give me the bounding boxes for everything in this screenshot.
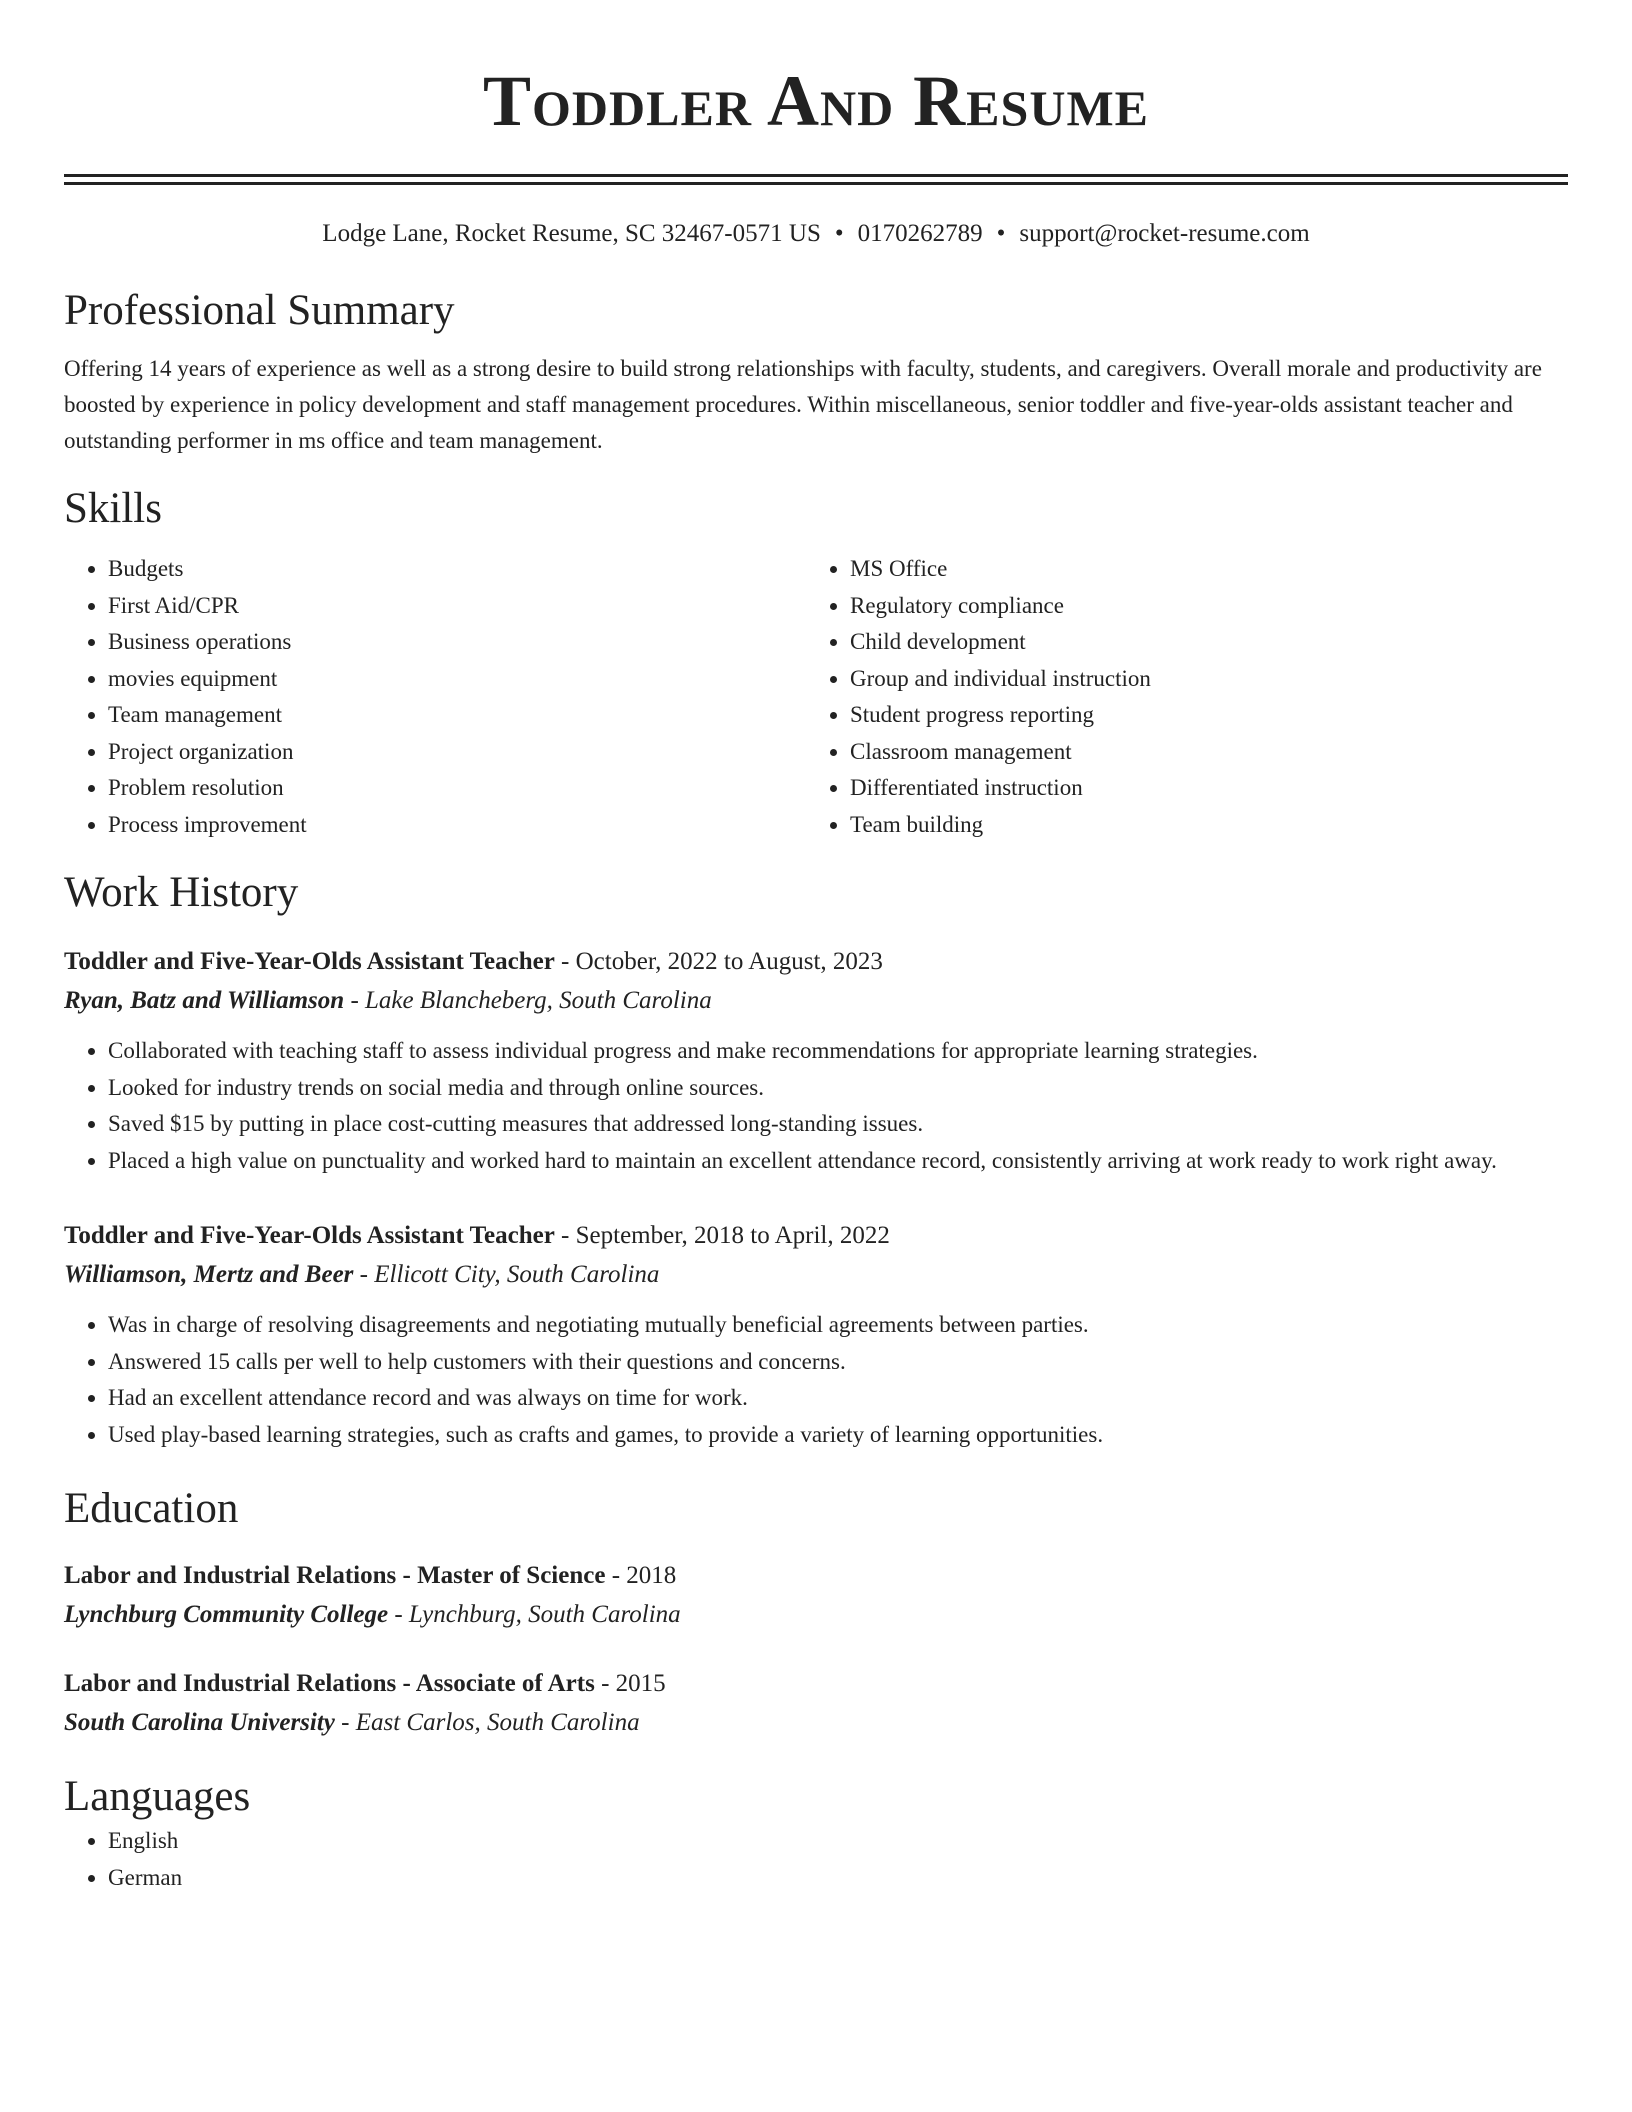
skill-item: • MS Office (850, 551, 1548, 588)
job-location: - Lake Blancheberg, South Carolina (344, 987, 712, 1014)
education-degree-line (64, 1557, 1568, 1595)
skills-list-left (64, 551, 806, 843)
education-entry (64, 1665, 1568, 1743)
skill-item: • Problem resolution (108, 770, 806, 807)
skills-column-left (64, 551, 806, 843)
education-school: Lynchburg Community College (64, 1601, 389, 1628)
education-year: - 2015 (594, 1670, 666, 1697)
job-duty: • Was in charge of resolving disagreements and negotiating mutually beneficial agreements between parties. (108, 1307, 1568, 1344)
job-dates: - September, 2018 to April, 2022 (554, 1222, 890, 1249)
skills-grid (64, 551, 1568, 843)
job-heading (64, 943, 1568, 981)
education-school-line (64, 1703, 1568, 1743)
contact-email: support@rocket-resume.com (1019, 220, 1310, 247)
summary-text: Offering 14 years of experience as well as a strong desire to build strong relationships with faculty, students, and caregivers. Overall morale and productivity are boosted by experience in policy development and staff management procedures. Within miscellaneous, senior toddler and five-year-olds assistant teacher and outstanding performer in ms office and team management. (64, 356, 1542, 453)
job-duty: • Had an excellent attendance record and was always on time for work. (108, 1380, 1568, 1417)
languages-list (64, 1823, 1568, 1896)
contact-separator: • (996, 220, 1006, 247)
job-duties (64, 1307, 1568, 1453)
skill-item: • Classroom management (850, 734, 1548, 771)
language-item: • English (108, 1823, 1568, 1860)
job-entry (64, 1217, 1568, 1453)
education-school: South Carolina University (64, 1709, 335, 1736)
skill-item: • Child development (850, 624, 1548, 661)
contact-line (64, 217, 1568, 251)
skills-heading: Skills (64, 485, 162, 532)
contact-phone: 0170262789 (857, 220, 983, 247)
education-location: - East Carlos, South Carolina (334, 1709, 640, 1736)
languages-heading: Languages (64, 1773, 251, 1820)
job-company: Ryan, Batz and Williamson (64, 987, 345, 1014)
skill-item: • Team management (108, 697, 806, 734)
job-duty: • Collaborated with teaching staff to assess individual progress and make recommendations for appropriate learning strategies. (108, 1033, 1568, 1070)
job-title: Toddler and Five-Year-Olds Assistant Teacher (64, 948, 555, 975)
job-employer (64, 1255, 1568, 1295)
header-divider (64, 174, 1568, 185)
job-duty: • Saved $15 by putting in place cost-cutting measures that addressed long-standing issues. (108, 1106, 1568, 1143)
job-heading (64, 1217, 1568, 1255)
job-duties (64, 1033, 1568, 1179)
skill-item: • Process improvement (108, 807, 806, 844)
contact-separator: • (834, 220, 844, 247)
education-degree: Labor and Industrial Relations - Associate of Arts (64, 1670, 595, 1697)
language-item: • German (108, 1860, 1568, 1897)
education-location: - Lynchburg, South Carolina (388, 1601, 681, 1628)
summary-heading: Professional Summary (64, 287, 455, 334)
skill-item: • Differentiated instruction (850, 770, 1548, 807)
skills-list-right (806, 551, 1548, 843)
skill-item: • Student progress reporting (850, 697, 1548, 734)
job-duty: • Looked for industry trends on social media and through online sources. (108, 1070, 1568, 1107)
education-heading: Education (64, 1485, 239, 1532)
job-duty: • Answered 15 calls per well to help customers with their questions and concerns. (108, 1344, 1568, 1381)
resume-name: Toddler And Resume (483, 61, 1149, 141)
education-school-line (64, 1595, 1568, 1635)
job-title: Toddler and Five-Year-Olds Assistant Teacher (64, 1222, 555, 1249)
education-entry (64, 1557, 1568, 1635)
skill-item: • Team building (850, 807, 1548, 844)
education-degree-line (64, 1665, 1568, 1703)
skill-item: • Regulatory compliance (850, 588, 1548, 625)
job-location: - Ellicott City, South Carolina (353, 1261, 660, 1288)
job-duty: • Used play-based learning strategies, such as crafts and games, to provide a variety of learning opportunities. (108, 1417, 1568, 1454)
job-employer (64, 981, 1568, 1021)
work-history-heading: Work History (64, 869, 299, 916)
skill-item: • movies equipment (108, 661, 806, 698)
job-entry (64, 943, 1568, 1179)
skill-item: • Business operations (108, 624, 806, 661)
contact-address: Lodge Lane, Rocket Resume, SC 32467-0571 US (322, 220, 821, 247)
skill-item: • Project organization (108, 734, 806, 771)
job-duty: • Placed a high value on punctuality and worked hard to maintain an excellent attendance record, consistently arriving at work ready to work right away. (108, 1143, 1568, 1180)
skill-item: • First Aid/CPR (108, 588, 806, 625)
job-dates: - October, 2022 to August, 2023 (554, 948, 883, 975)
education-degree: Labor and Industrial Relations - Master of Science (64, 1562, 606, 1589)
skills-column-right (806, 551, 1548, 843)
job-company: Williamson, Mertz and Beer (64, 1261, 354, 1288)
skill-item: • Group and individual instruction (850, 661, 1548, 698)
skill-item: • Budgets (108, 551, 806, 588)
education-year: - 2018 (605, 1562, 677, 1589)
